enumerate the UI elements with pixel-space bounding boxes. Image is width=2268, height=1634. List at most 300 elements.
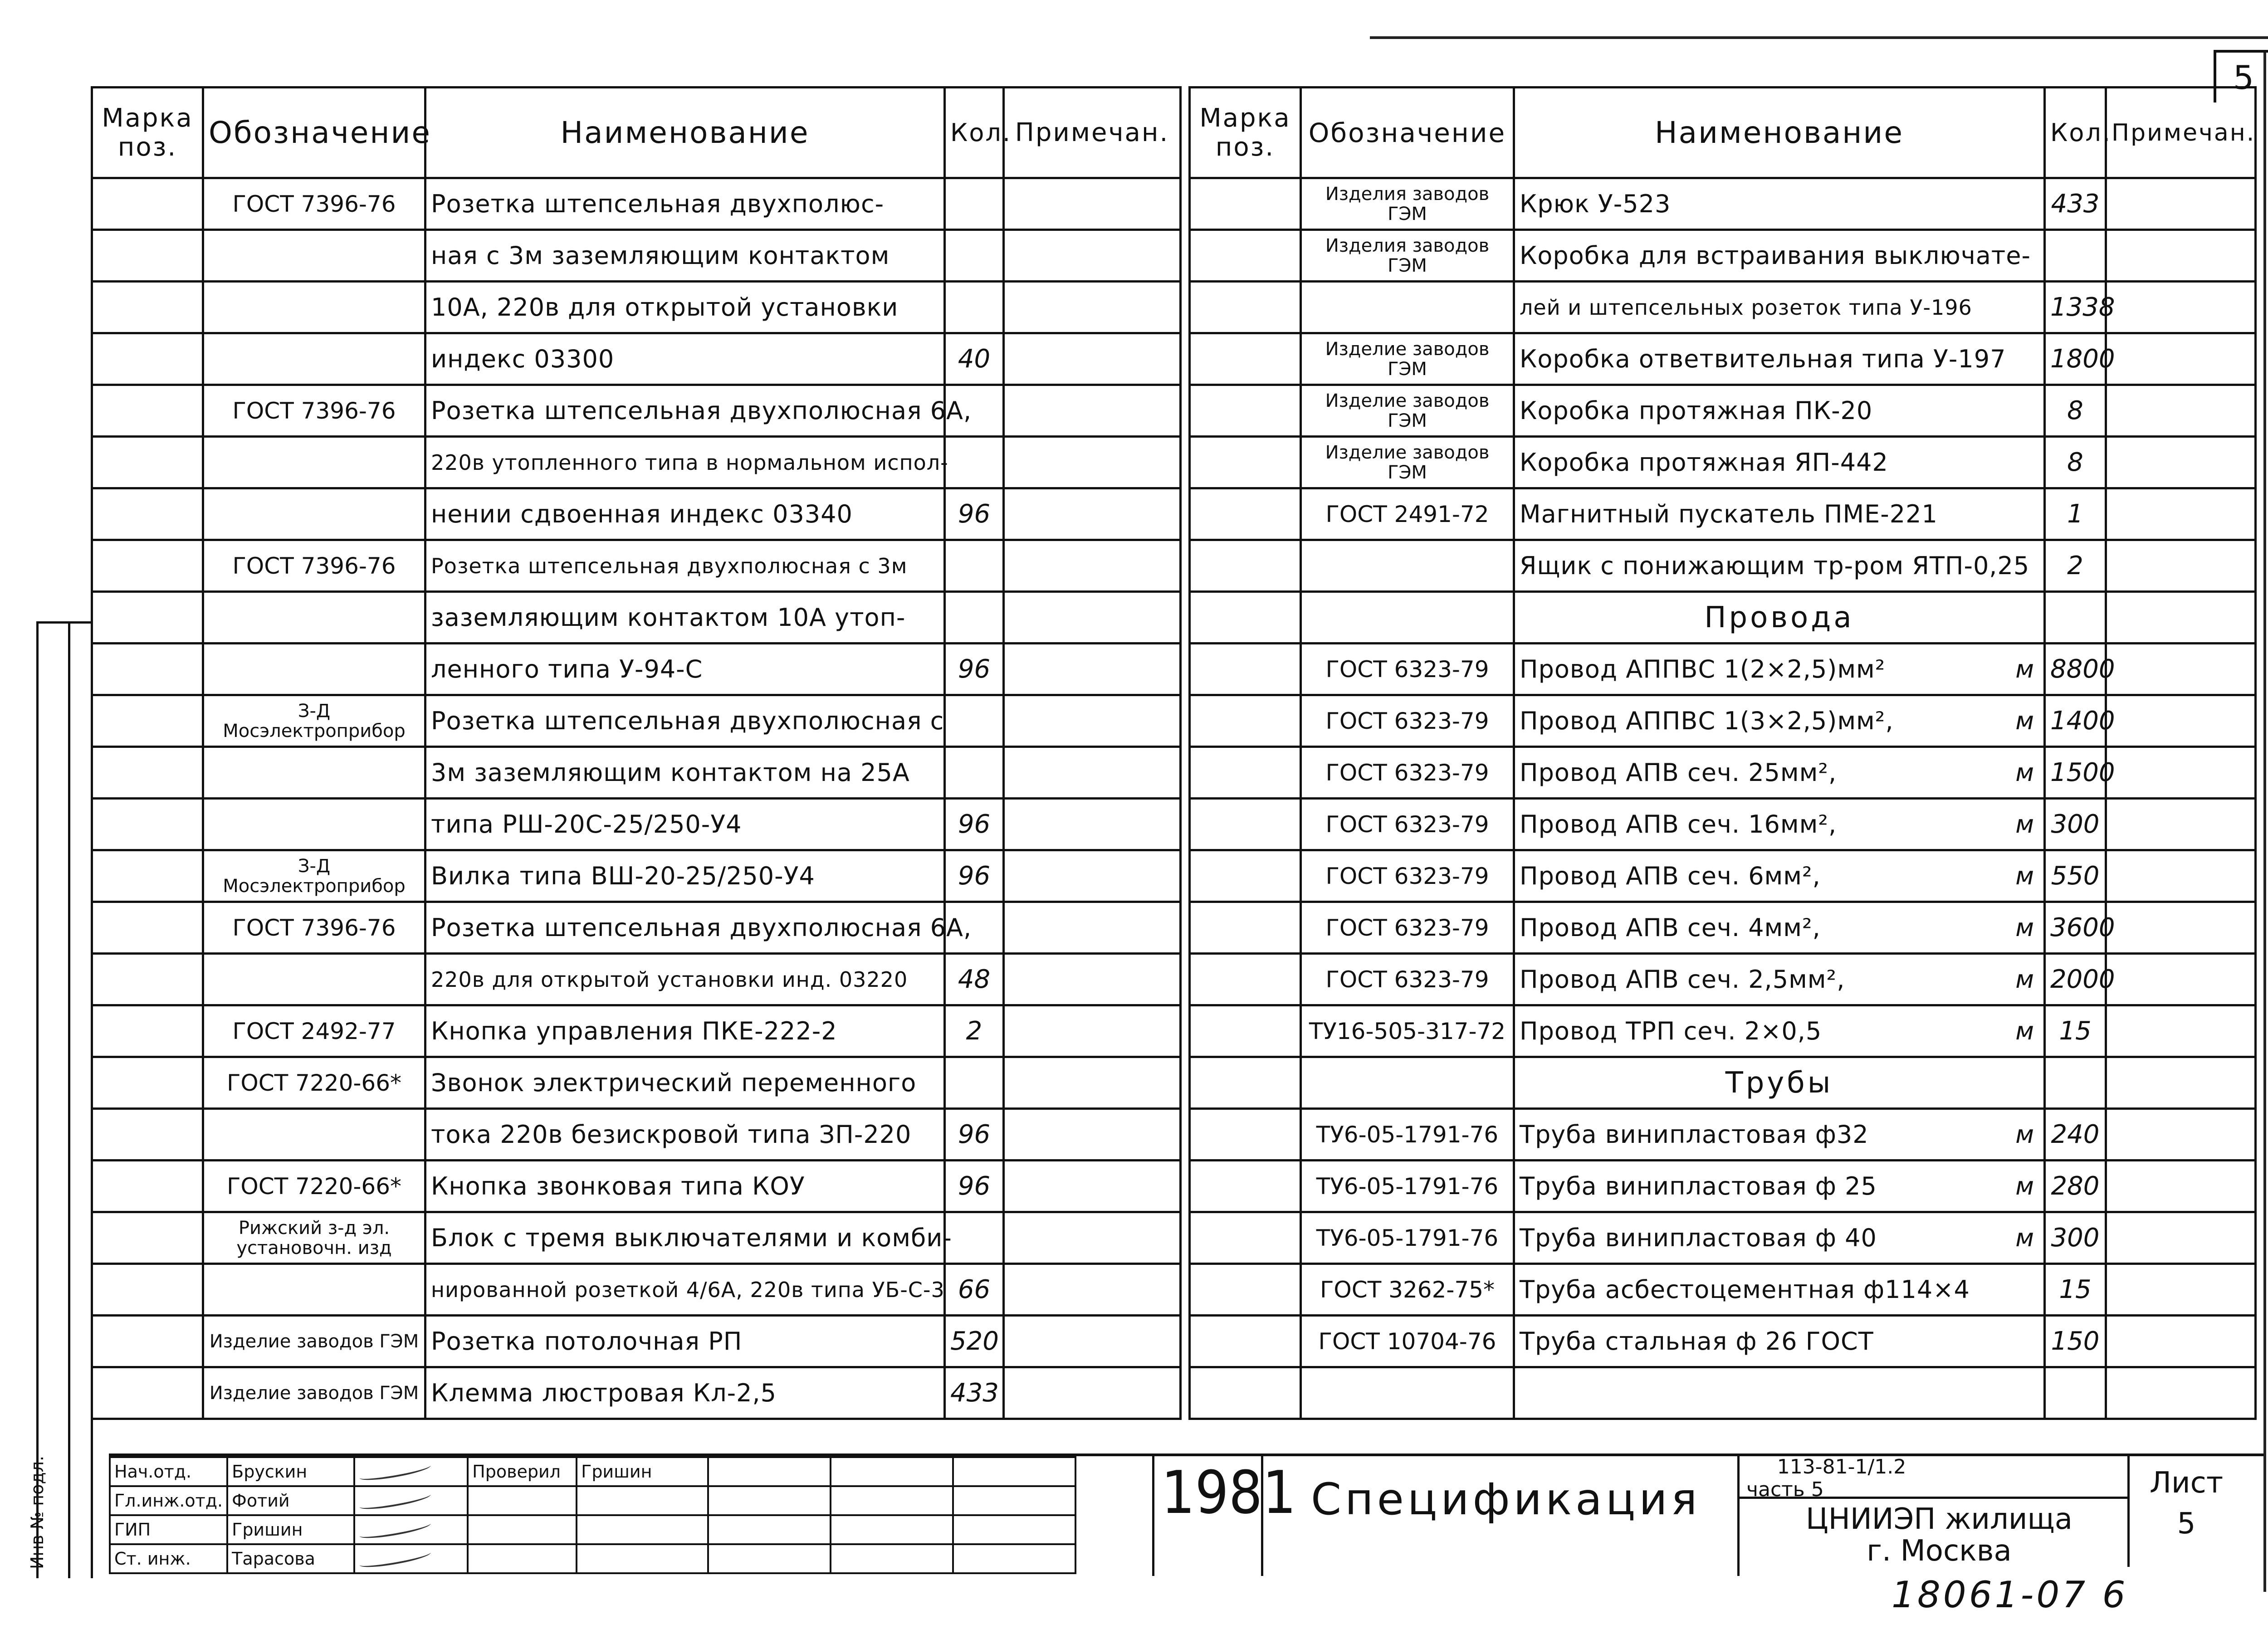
cell-unit: м bbox=[2015, 913, 2034, 942]
signature-row bbox=[110, 1544, 1075, 1573]
cell-mark bbox=[92, 437, 203, 488]
spec-table-right bbox=[1188, 86, 2257, 1420]
signature bbox=[354, 1486, 468, 1515]
cell-note bbox=[1004, 799, 1181, 850]
cell-mark bbox=[92, 695, 203, 747]
cell-mark bbox=[92, 799, 203, 850]
cell-designation: Изделие заводов ГЭМ bbox=[203, 1316, 425, 1367]
cell-designation bbox=[203, 488, 425, 540]
cell-name-text: Провод АПВ сеч. 16мм², bbox=[1520, 810, 1837, 839]
cell-note bbox=[2106, 437, 2256, 488]
cell-qty bbox=[945, 1212, 1004, 1264]
cell-mark bbox=[92, 1367, 203, 1419]
checked-name: Гришин bbox=[577, 1457, 708, 1486]
cell-note bbox=[2106, 592, 2256, 644]
cell-designation: ГОСТ 7396-76 bbox=[203, 540, 425, 592]
cell-name-text: Труба стальная ф 26 ГОСТ bbox=[1520, 1327, 1874, 1356]
stamp-cell bbox=[577, 1515, 708, 1544]
cell-designation: ГОСТ 7220-66* bbox=[203, 1057, 425, 1109]
cell-name bbox=[1514, 1161, 2045, 1212]
table-row bbox=[1190, 1005, 2256, 1057]
cell-name-text: Ящик с понижающим тр-ром ЯТП-0,25 bbox=[1520, 551, 2030, 580]
signature-row bbox=[110, 1515, 1075, 1544]
cell-mark bbox=[92, 1109, 203, 1161]
cell-mark bbox=[1190, 1161, 1301, 1212]
cell-mark bbox=[1190, 592, 1301, 644]
cell-note bbox=[2106, 954, 2256, 1005]
cell-qty bbox=[945, 230, 1004, 282]
cell-name bbox=[1514, 954, 2045, 1005]
cell-name-text: Труба винипластовая ф 40 bbox=[1520, 1224, 1877, 1252]
header-qty-right: Кол. bbox=[2045, 88, 2106, 178]
cell-qty: 15 bbox=[2045, 1005, 2106, 1057]
cell-designation: ГОСТ 10704-76 bbox=[1301, 1316, 1514, 1367]
cell-name bbox=[1514, 799, 2045, 850]
cell-qty bbox=[2045, 230, 2106, 282]
table-row bbox=[92, 592, 1181, 644]
cell-name bbox=[1514, 695, 2045, 747]
cell-designation bbox=[203, 230, 425, 282]
cell-designation: Изделие заводов ГЭМ bbox=[1301, 385, 1514, 437]
header-designation: Обозначение bbox=[203, 88, 425, 178]
cell-mark bbox=[1190, 540, 1301, 592]
table-row bbox=[92, 333, 1181, 385]
table-row bbox=[1190, 644, 2256, 695]
cell-name bbox=[1514, 850, 2045, 902]
header-name: Наименование bbox=[425, 88, 945, 178]
cell-qty bbox=[945, 540, 1004, 592]
stamp-cell bbox=[708, 1515, 831, 1544]
cell-designation: ГОСТ 6323-79 bbox=[1301, 954, 1514, 1005]
stamp-cell bbox=[831, 1457, 953, 1486]
margin-line bbox=[36, 621, 93, 624]
cell-name bbox=[1514, 333, 2045, 385]
cell-mark bbox=[92, 1005, 203, 1057]
cell-qty bbox=[945, 178, 1004, 230]
header-note-right: Примечан. bbox=[2106, 88, 2256, 178]
table-row bbox=[92, 1264, 1181, 1316]
header-mark: Марка поз. bbox=[92, 88, 203, 178]
cell-mark bbox=[1190, 1367, 1301, 1419]
cell-designation: ГОСТ 2491-72 bbox=[1301, 488, 1514, 540]
cell-unit: м bbox=[2015, 1172, 2034, 1200]
cell-name: Блок с тремя выключателями и комби- bbox=[425, 1212, 945, 1264]
signature bbox=[354, 1544, 468, 1573]
cell-name-text: Коробка протяжная ПК-20 bbox=[1520, 396, 1873, 425]
cell-note bbox=[1004, 1264, 1181, 1316]
cell-mark bbox=[92, 954, 203, 1005]
cell-name-text: Коробка для встраивания выключате- bbox=[1520, 241, 2031, 270]
cell-mark bbox=[92, 1161, 203, 1212]
cell-note bbox=[1004, 1316, 1181, 1367]
cell-note bbox=[1004, 437, 1181, 488]
cell-name bbox=[1514, 1212, 2045, 1264]
table-row bbox=[92, 1109, 1181, 1161]
cell-designation bbox=[203, 592, 425, 644]
stamp-cell bbox=[953, 1486, 1075, 1515]
cell-note bbox=[2106, 799, 2256, 850]
cell-name: нированной розеткой 4/6А, 220в типа УБ-С-3 bbox=[425, 1264, 945, 1316]
cell-qty bbox=[2045, 1057, 2106, 1109]
cell-qty: 240 bbox=[2045, 1109, 2106, 1161]
cell-name-text: Провод ТРП сеч. 2×0,5 bbox=[1520, 1017, 1822, 1045]
cell-designation: ГОСТ 3262-75* bbox=[1301, 1264, 1514, 1316]
document-title: Спецификация bbox=[1311, 1474, 1701, 1525]
cell-mark bbox=[92, 1212, 203, 1264]
cell-note bbox=[2106, 540, 2256, 592]
table-row bbox=[92, 644, 1181, 695]
table-row bbox=[92, 799, 1181, 850]
cell-mark bbox=[92, 902, 203, 954]
cell-name bbox=[1514, 282, 2045, 333]
cell-qty: 40 bbox=[945, 333, 1004, 385]
table-row bbox=[92, 488, 1181, 540]
cell-note bbox=[1004, 1367, 1181, 1419]
cell-designation bbox=[203, 747, 425, 799]
cell-note bbox=[2106, 1161, 2256, 1212]
cell-name: нении сдвоенная индекс 03340 bbox=[425, 488, 945, 540]
cell-name bbox=[1514, 540, 2045, 592]
cell-qty: 520 bbox=[945, 1316, 1004, 1367]
cell-mark bbox=[1190, 644, 1301, 695]
cell-qty bbox=[2045, 592, 2106, 644]
cell-designation: Рижский з-д эл. установочн. изд bbox=[203, 1212, 425, 1264]
cell-name bbox=[1514, 747, 2045, 799]
cell-mark bbox=[1190, 695, 1301, 747]
cell-name bbox=[1514, 437, 2045, 488]
cell-mark bbox=[92, 540, 203, 592]
header-designation-right: Обозначение bbox=[1301, 88, 1514, 178]
cell-mark bbox=[92, 333, 203, 385]
table-row bbox=[1190, 1057, 2256, 1109]
cell-note bbox=[2106, 1367, 2256, 1419]
cell-name-text: Коробка протяжная ЯП-442 bbox=[1520, 448, 1888, 477]
signature-name: Фотий bbox=[227, 1486, 354, 1515]
cell-unit: м bbox=[2015, 810, 2034, 839]
table-row bbox=[1190, 695, 2256, 747]
cell-note bbox=[1004, 1161, 1181, 1212]
stamp-cell bbox=[577, 1486, 708, 1515]
cell-qty: 96 bbox=[945, 1109, 1004, 1161]
cell-name-text: Трубы bbox=[1725, 1066, 1833, 1100]
signature bbox=[354, 1457, 468, 1486]
cell-note bbox=[2106, 488, 2256, 540]
cell-note bbox=[2106, 902, 2256, 954]
cell-mark bbox=[1190, 747, 1301, 799]
cell-mark bbox=[92, 1316, 203, 1367]
table-row bbox=[1190, 230, 2256, 282]
header-name-right: Наименование bbox=[1514, 88, 2045, 178]
cell-name: 220в утопленного типа в нормальном испол- bbox=[425, 437, 945, 488]
cell-name: Розетка штепсельная двухполюс- bbox=[425, 178, 945, 230]
cell-mark bbox=[92, 1057, 203, 1109]
cell-name bbox=[1514, 902, 2045, 954]
cell-mark bbox=[1190, 1057, 1301, 1109]
cell-note bbox=[2106, 178, 2256, 230]
cell-note bbox=[1004, 592, 1181, 644]
table-row bbox=[92, 695, 1181, 747]
table-row bbox=[92, 747, 1181, 799]
cell-name-text: Провод АПВ сеч. 25мм², bbox=[1520, 758, 1837, 787]
cell-mark bbox=[92, 592, 203, 644]
cell-qty: 96 bbox=[945, 799, 1004, 850]
cell-mark bbox=[1190, 902, 1301, 954]
cell-note bbox=[1004, 902, 1181, 954]
cell-note bbox=[1004, 644, 1181, 695]
cell-name-text: Труба винипластовая ф32 bbox=[1520, 1120, 1869, 1149]
cell-name bbox=[1514, 1109, 2045, 1161]
stamp-cell bbox=[831, 1486, 953, 1515]
cell-qty: 2000 bbox=[2045, 954, 2106, 1005]
signature bbox=[354, 1515, 468, 1544]
cell-designation: З-Д Мосэлектроприбор bbox=[203, 695, 425, 747]
cell-note bbox=[1004, 1005, 1181, 1057]
cell-qty: 8800 bbox=[2045, 644, 2106, 695]
cell-mark bbox=[92, 178, 203, 230]
cell-unit: м bbox=[2015, 862, 2034, 890]
table-row bbox=[1190, 333, 2256, 385]
stamp-cell bbox=[953, 1544, 1075, 1573]
cell-qty: 96 bbox=[945, 1161, 1004, 1212]
cell-unit: м bbox=[2015, 655, 2034, 683]
stamp-cell bbox=[468, 1544, 577, 1573]
cell-designation: ТУ16-505-317-72 bbox=[1301, 1005, 1514, 1057]
cell-designation: ТУ6-05-1791-76 bbox=[1301, 1161, 1514, 1212]
cell-name: Розетка штепсельная двухполюсная с bbox=[425, 695, 945, 747]
cell-mark bbox=[92, 385, 203, 437]
table-row bbox=[1190, 954, 2256, 1005]
cell-designation bbox=[203, 437, 425, 488]
stamp-cell bbox=[468, 1515, 577, 1544]
cell-qty: 300 bbox=[2045, 799, 2106, 850]
signature-row bbox=[110, 1486, 1075, 1515]
cell-name: Розетка штепсельная двухполюсная с 3м bbox=[425, 540, 945, 592]
signatures-grid bbox=[109, 1456, 1076, 1574]
spec-left-body bbox=[92, 178, 1181, 1419]
cell-mark bbox=[92, 1264, 203, 1316]
cell-qty bbox=[945, 437, 1004, 488]
cell-name-text: Провод АППВС 1(3×2,5)мм², bbox=[1520, 707, 1894, 735]
project-code-line2: часть 5 bbox=[1746, 1478, 1824, 1501]
cell-name bbox=[1514, 1316, 2045, 1367]
cell-qty: 2 bbox=[945, 1005, 1004, 1057]
cell-designation bbox=[203, 1109, 425, 1161]
cell-name: Розетка штепсельная двухполюсная 6А, bbox=[425, 902, 945, 954]
cell-unit: м bbox=[2015, 707, 2034, 735]
table-row bbox=[1190, 437, 2256, 488]
cell-note bbox=[1004, 1109, 1181, 1161]
stamp-cell bbox=[708, 1486, 831, 1515]
cell-note bbox=[2106, 1005, 2256, 1057]
table-row bbox=[1190, 592, 2256, 644]
cell-name-text: Труба асбестоцементная ф114×4 bbox=[1520, 1275, 1970, 1304]
cell-designation: ГОСТ 7396-76 bbox=[203, 385, 425, 437]
cell-qty: 1500 bbox=[2045, 747, 2106, 799]
margin-line bbox=[68, 621, 70, 1578]
cell-designation: ГОСТ 7396-76 bbox=[203, 178, 425, 230]
frame-top-line bbox=[1370, 36, 2268, 39]
cell-designation bbox=[1301, 1057, 1514, 1109]
cell-note bbox=[1004, 747, 1181, 799]
signature-role: Нач.отд. bbox=[110, 1457, 227, 1486]
sheet-corner-number: 5 bbox=[2214, 50, 2268, 102]
cell-qty: 96 bbox=[945, 488, 1004, 540]
table-row bbox=[1190, 1161, 2256, 1212]
cell-name-text: Провод АПВ сеч. 2,5мм², bbox=[1520, 965, 1845, 994]
table-row bbox=[92, 1005, 1181, 1057]
table-row bbox=[92, 850, 1181, 902]
signature-name: Брускин bbox=[227, 1457, 354, 1486]
cell-designation bbox=[1301, 1367, 1514, 1419]
cell-designation: ГОСТ 7396-76 bbox=[203, 902, 425, 954]
header-qty: Кол. bbox=[945, 88, 1004, 178]
cell-designation: Изделия заводов ГЭМ bbox=[1301, 178, 1514, 230]
cell-name bbox=[1514, 488, 2045, 540]
cell-name bbox=[1514, 385, 2045, 437]
cell-name bbox=[1514, 1005, 2045, 1057]
cell-name: 220в для открытой установки инд. 03220 bbox=[425, 954, 945, 1005]
cell-name bbox=[1514, 1367, 2045, 1419]
signature-role: Ст. инж. bbox=[110, 1544, 227, 1573]
cell-qty: 3600 bbox=[2045, 902, 2106, 954]
stamp-cell bbox=[953, 1457, 1075, 1486]
table-row bbox=[1190, 282, 2256, 333]
cell-name-text: Крюк У-523 bbox=[1520, 190, 1671, 218]
cell-name: Кнопка управления ПКЕ-222-2 bbox=[425, 1005, 945, 1057]
stamp-cell bbox=[708, 1544, 831, 1573]
cell-qty: 1 bbox=[2045, 488, 2106, 540]
cell-name-text: Провод АППВС 1(2×2,5)мм² bbox=[1520, 655, 1886, 683]
cell-qty: 15 bbox=[2045, 1264, 2106, 1316]
signature-role: Гл.инж.отд. bbox=[110, 1486, 227, 1515]
cell-designation: ГОСТ 6323-79 bbox=[1301, 747, 1514, 799]
cell-mark bbox=[92, 747, 203, 799]
table-row bbox=[92, 540, 1181, 592]
signature-name: Тарасова bbox=[227, 1544, 354, 1573]
table-row bbox=[1190, 747, 2256, 799]
sheet-number: 5 bbox=[2177, 1507, 2196, 1541]
cell-unit: м bbox=[2015, 758, 2034, 787]
cell-designation bbox=[203, 1264, 425, 1316]
cell-designation: ГОСТ 6323-79 bbox=[1301, 695, 1514, 747]
cell-unit: м bbox=[2015, 965, 2034, 994]
cell-qty: 8 bbox=[2045, 385, 2106, 437]
cell-designation: Изделие заводов ГЭМ bbox=[1301, 437, 1514, 488]
table-row bbox=[92, 1316, 1181, 1367]
cell-qty: 433 bbox=[2045, 178, 2106, 230]
cell-name bbox=[1514, 1264, 2045, 1316]
table-row bbox=[1190, 385, 2256, 437]
cell-name: Кнопка звонковая типа КОУ bbox=[425, 1161, 945, 1212]
cell-mark bbox=[1190, 437, 1301, 488]
cell-note bbox=[1004, 282, 1181, 333]
cell-name-text: лей и штепсельных розеток типа У-196 bbox=[1520, 295, 1972, 320]
cell-note bbox=[1004, 230, 1181, 282]
cell-qty: 433 bbox=[945, 1367, 1004, 1419]
cell-mark bbox=[1190, 488, 1301, 540]
spec-table-left bbox=[91, 86, 1182, 1420]
cell-note bbox=[2106, 1109, 2256, 1161]
cell-qty: 48 bbox=[945, 954, 1004, 1005]
cell-name-text: Коробка ответвительная типа У-197 bbox=[1520, 345, 2006, 373]
table-row bbox=[1190, 1264, 2256, 1316]
stamp-cell bbox=[953, 1515, 1075, 1544]
table-row bbox=[92, 954, 1181, 1005]
table-row bbox=[92, 1161, 1181, 1212]
cell-mark bbox=[92, 282, 203, 333]
cell-designation bbox=[1301, 282, 1514, 333]
organization bbox=[1746, 1503, 2132, 1567]
cell-note bbox=[1004, 695, 1181, 747]
cell-note bbox=[2106, 385, 2256, 437]
stamp-divider bbox=[1152, 1454, 1154, 1576]
cell-designation: ГОСТ 6323-79 bbox=[1301, 850, 1514, 902]
cell-mark bbox=[1190, 799, 1301, 850]
year: 1981 bbox=[1161, 1458, 1296, 1527]
table-row bbox=[92, 385, 1181, 437]
cell-name: Розетка штепсельная двухполюсная 6А, bbox=[425, 385, 945, 437]
cell-qty bbox=[945, 695, 1004, 747]
cell-note bbox=[2106, 1057, 2256, 1109]
cell-note bbox=[1004, 1212, 1181, 1264]
cell-note bbox=[2106, 695, 2256, 747]
project-code-line1: 113-81-1/1.2 bbox=[1777, 1455, 1906, 1478]
stamp-cell bbox=[831, 1544, 953, 1573]
cell-qty: 96 bbox=[945, 850, 1004, 902]
cell-note bbox=[2106, 1212, 2256, 1264]
cell-name: 10А, 220в для открытой установки bbox=[425, 282, 945, 333]
cell-qty: 150 bbox=[2045, 1316, 2106, 1367]
cell-qty: 1338 bbox=[2045, 282, 2106, 333]
org-line1: ЦНИИЭП жилища bbox=[1806, 1502, 2072, 1536]
frame-right-line bbox=[2263, 50, 2266, 1592]
cell-designation: ГОСТ 2492-77 bbox=[203, 1005, 425, 1057]
cell-designation: ГОСТ 6323-79 bbox=[1301, 644, 1514, 695]
margin-line bbox=[36, 621, 39, 1578]
table-row bbox=[1190, 1212, 2256, 1264]
table-row bbox=[92, 1367, 1181, 1419]
cell-name: Звонок электрический переменного bbox=[425, 1057, 945, 1109]
table-row bbox=[1190, 488, 2256, 540]
cell-mark bbox=[92, 230, 203, 282]
stamp-cell bbox=[708, 1457, 831, 1486]
cell-note bbox=[1004, 850, 1181, 902]
cell-mark bbox=[1190, 1316, 1301, 1367]
cell-designation: Изделие заводов ГЭМ bbox=[1301, 333, 1514, 385]
cell-name: Клемма люстровая Кл-2,5 bbox=[425, 1367, 945, 1419]
table-row bbox=[92, 178, 1181, 230]
section-heading bbox=[1514, 592, 2045, 644]
table-row bbox=[92, 230, 1181, 282]
cell-note bbox=[2106, 333, 2256, 385]
cell-qty bbox=[945, 282, 1004, 333]
cell-note bbox=[2106, 850, 2256, 902]
cell-designation bbox=[203, 644, 425, 695]
cell-designation bbox=[203, 799, 425, 850]
cell-qty bbox=[945, 1057, 1004, 1109]
cell-qty: 300 bbox=[2045, 1212, 2106, 1264]
cell-name-text: Магнитный пускатель ПМЕ-221 bbox=[1520, 500, 1938, 528]
cell-name-text: Провод АПВ сеч. 6мм², bbox=[1520, 862, 1821, 890]
table-row bbox=[1190, 799, 2256, 850]
cell-name: заземляющим контактом 10А утоп- bbox=[425, 592, 945, 644]
signature-row bbox=[110, 1457, 1075, 1486]
cell-designation: ТУ6-05-1791-76 bbox=[1301, 1109, 1514, 1161]
cell-name-text: Труба винипластовая ф 25 bbox=[1520, 1172, 1877, 1200]
cell-unit: м bbox=[2015, 1224, 2034, 1252]
cell-qty: 96 bbox=[945, 644, 1004, 695]
cell-name: типа РШ-20С-25/250-У4 bbox=[425, 799, 945, 850]
